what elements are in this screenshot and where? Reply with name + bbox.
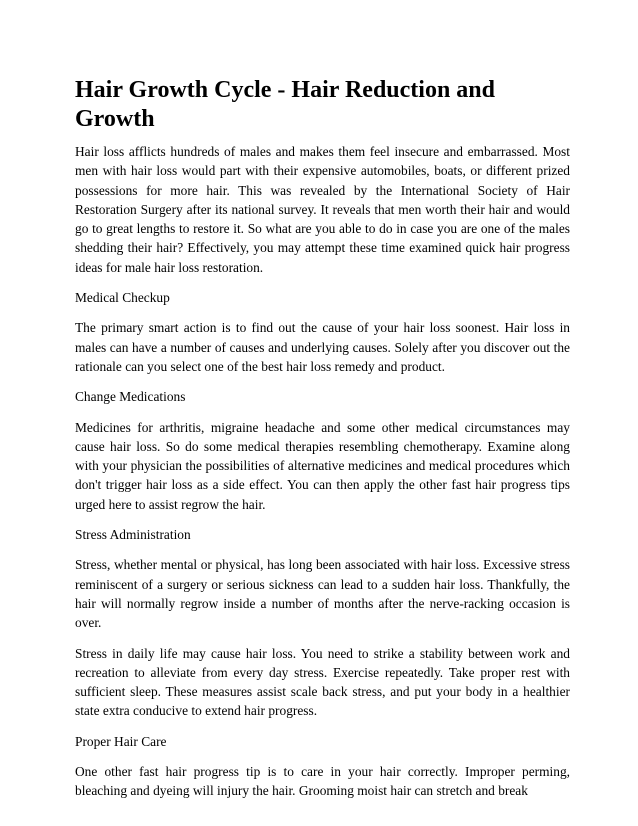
section-heading-change-medications: Change Medications [75, 389, 186, 405]
intro-paragraph: Hair loss afflicts hundreds of males and makes them feel insecure and embarrassed. Most men with hair loss would part with their expensive automobiles, boats, or different prized possessions for more hair. This was revealed by the International Society of Hair Restoration Surgery after its national survey. It reveals that men worth their hair and would go to great lengths to restore it. So what are you able to do in case you are one of the males shedding their hair? Effectively, you may attempt these time examined quick hair progress ideas for male hair loss restoration. [75, 144, 570, 275]
document-title: Hair Growth Cycle - Hair Reduction and Growth [75, 77, 495, 132]
section-heading-medical-checkup: Medical Checkup [75, 290, 170, 306]
stress-administration-paragraph-2: Stress in daily life may cause hair loss. You need to strike a stability between work and recreation to alleviate from every day stress. Exercise repeatedly. Take proper rest with sufficient sleep. These measures assist scale back stress, and put your body in a healthier state extra conducive to extend hair progress. [75, 645, 570, 719]
medical-checkup-paragraph: The primary smart action is to find out the cause of your hair loss soonest. Hair loss in males can have a number of causes and underlying causes. Solely after you discover out the rationale can you select one of the best hair loss remedy and product. [75, 320, 570, 374]
stress-administration-paragraph-1: Stress, whether mental or physical, has long been associated with hair loss. Excessive stress reminiscent of a surgery or serious sickness can lead to a sudden hair loss. Thankfully, the hair will normally regrow inside a number of months after the nerve-racking occasion is over. [75, 557, 570, 631]
proper-hair-care-paragraph: One other fast hair progress tip is to care in your hair correctly. Improper perming, bleaching and dyeing will injury the hair. Grooming moist hair can stretch and break [75, 764, 570, 799]
section-heading-proper-hair-care: Proper Hair Care [75, 733, 167, 749]
change-medications-paragraph: Medicines for arthritis, migraine headache and some other medical circumstances may cause hair loss. So do some medical therapies resembling chemotherapy. Examine along with your physician the possibilities of alternative medicines and medical procedures which don't trigger hair loss as a side effect. You can then apply the other fast hair progress tips urged here to assist regrow the hair. [75, 419, 570, 512]
document-page [75, 76, 570, 812]
section-heading-stress-administration: Stress Administration [75, 527, 191, 543]
